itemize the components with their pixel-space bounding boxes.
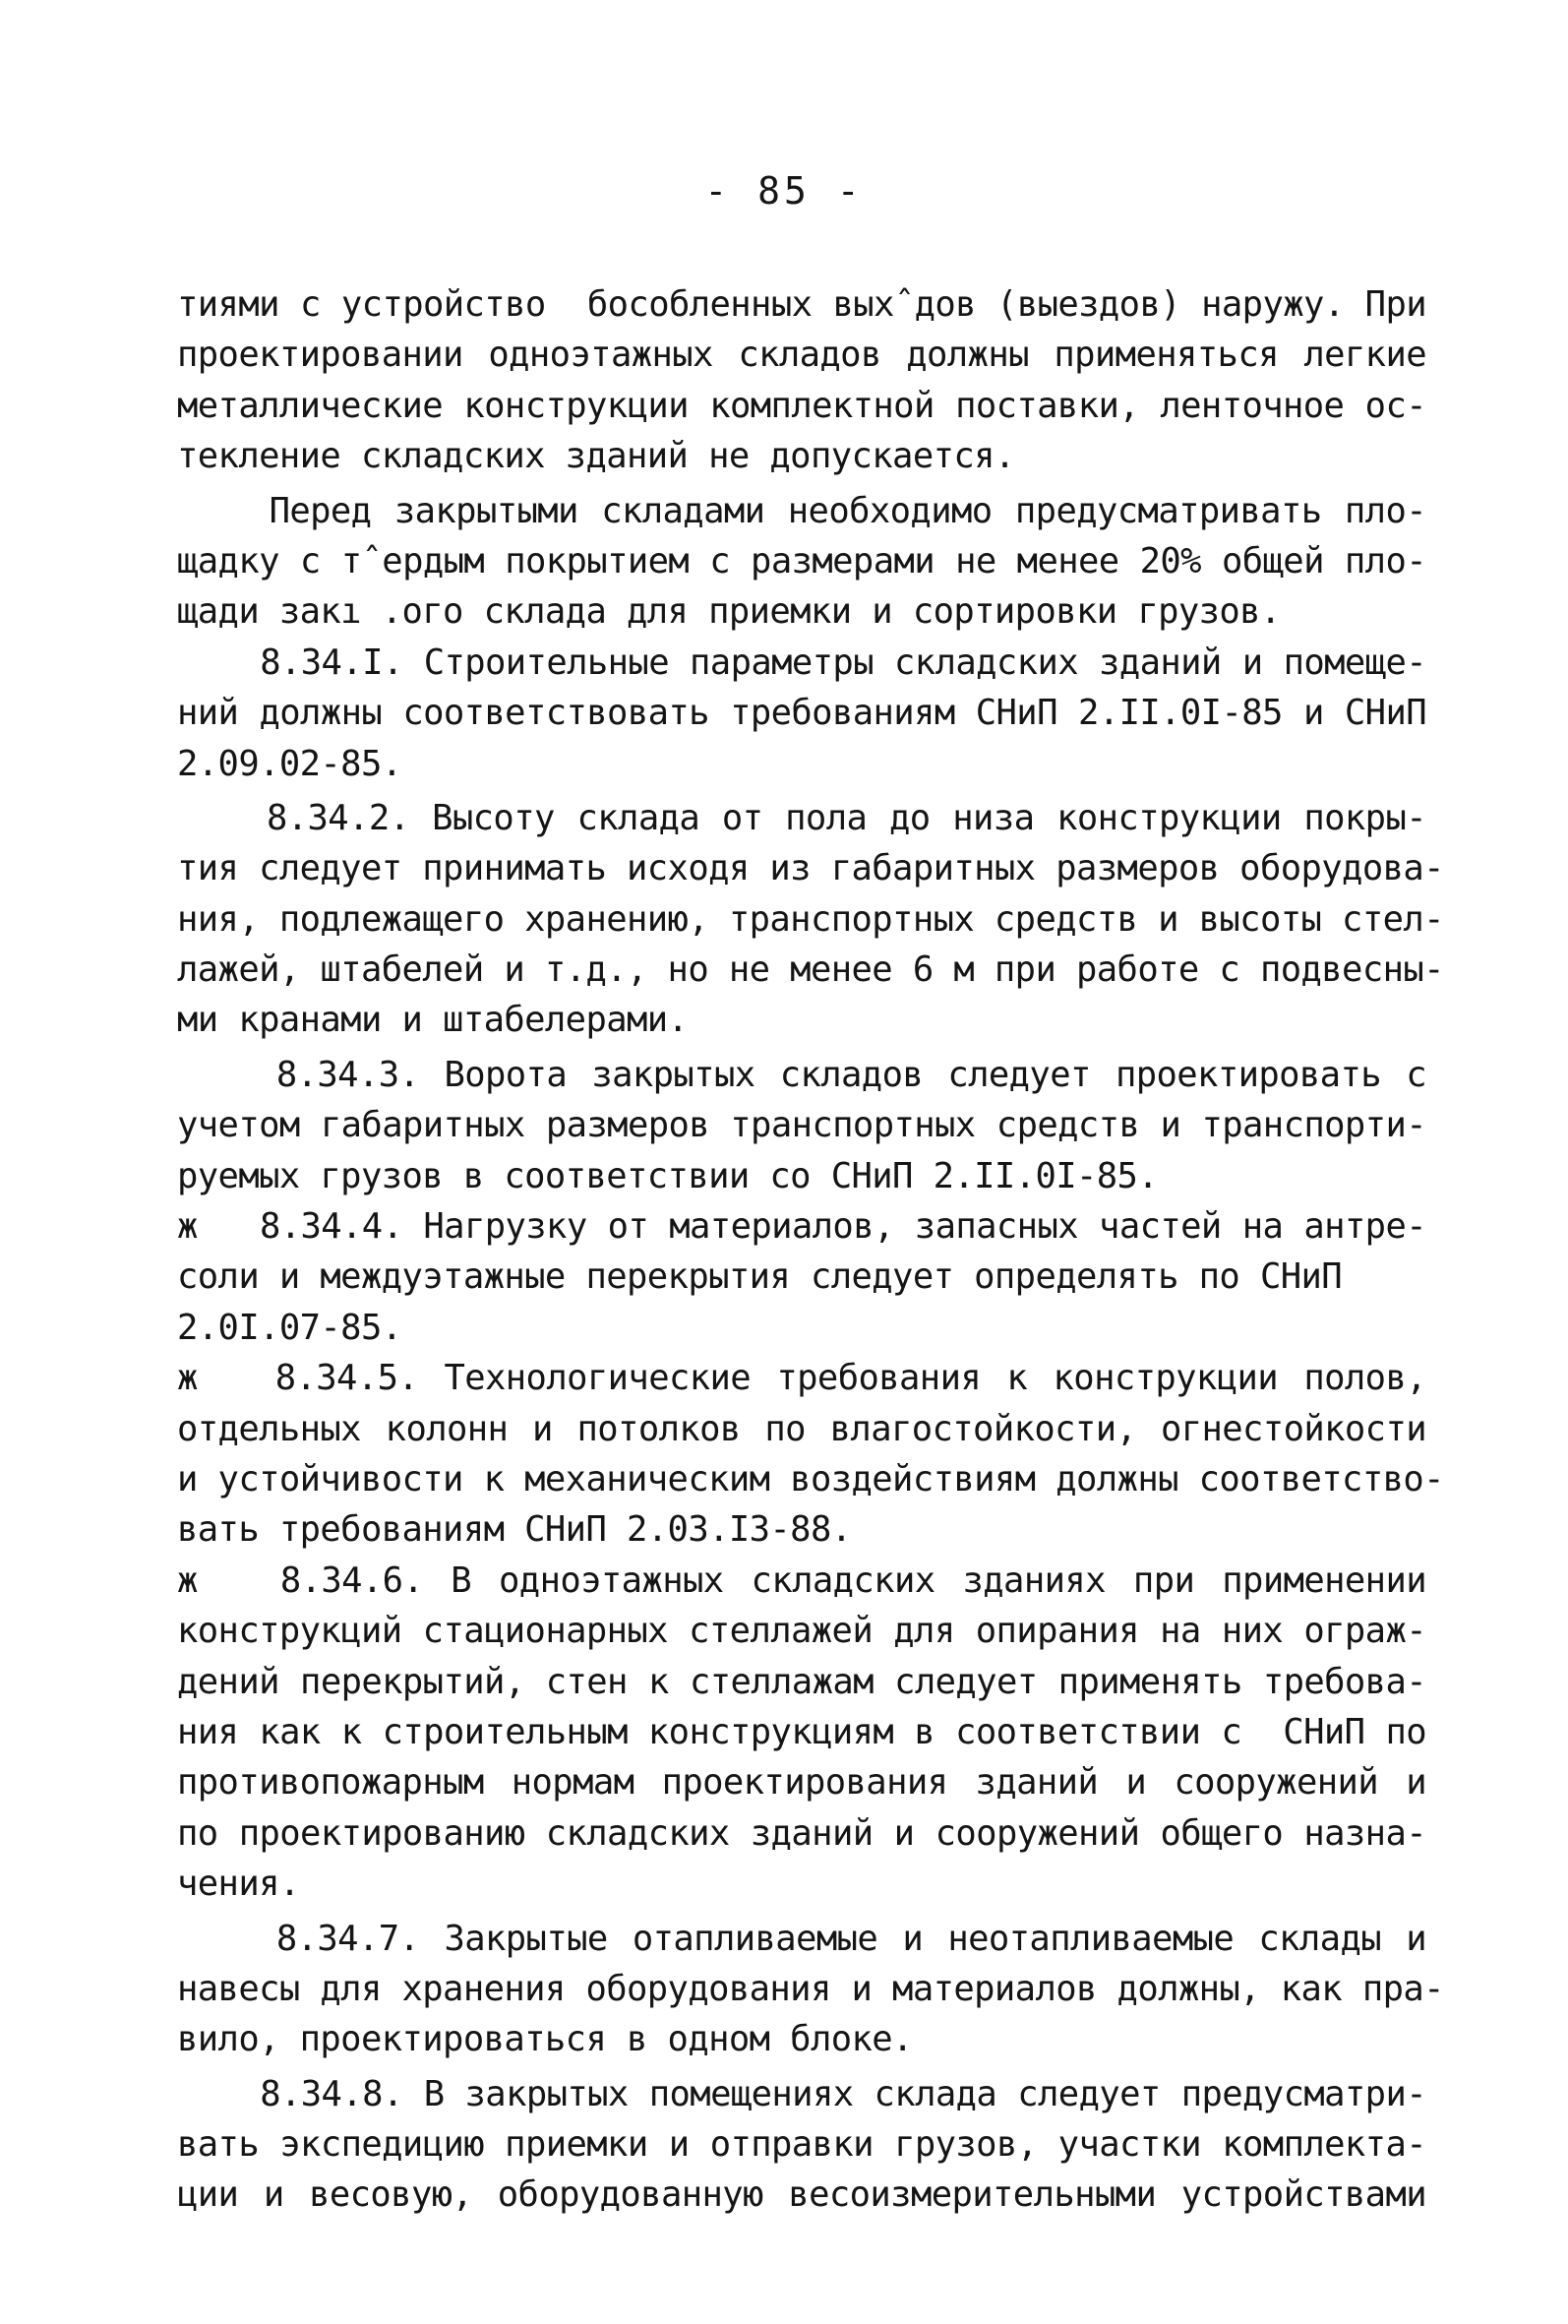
- text-line: щади закı .ого склада для приемки и сортировки грузов.: [177, 591, 1281, 633]
- text-line: ния, подлежащего хранению, транспортных средств и высоты стел-: [177, 898, 1444, 940]
- text-line: дений перекрытий, стен к стеллажам следует применять требова-: [177, 1661, 1426, 1702]
- text-line: ж 8.34.6. В одноэтажных складских зданиях при применении: [177, 1560, 1426, 1601]
- text-line: отдельных колонн и потолков по влагостойкости, огнестойкости: [177, 1408, 1426, 1449]
- text-line: лажей, штабелей и т.д., но не менее 6 м при работе с подвесны-: [177, 949, 1444, 991]
- text-line: 8.34.I. Строительные параметры складских зданий и помеще-: [177, 642, 1426, 683]
- text-line: 8.34.2. Высоту склада от пола до низа конструкции покры-: [177, 797, 1426, 838]
- text-line: 2.09.02-85.: [177, 743, 402, 784]
- text-line: ж 8.34.5. Технологические требования к конструкции полов,: [177, 1358, 1426, 1399]
- text-line: ции и весовую, оборудованную весоизмерительными устройствами: [177, 2174, 1426, 2216]
- text-line: тия следует принимать исходя из габаритных размеров оборудова-: [177, 848, 1444, 889]
- text-line: навесы для хранения оборудования и материалов должны, как пра-: [177, 1968, 1444, 2009]
- text-line: чения.: [177, 1864, 300, 1905]
- text-line: учетом габаритных размеров транспортных средств и транспорти-: [177, 1105, 1426, 1146]
- text-line: 8.34.3. Ворота закрытых складов следует проектировать с: [177, 1054, 1426, 1095]
- text-line: и устойчивости к механическим воздействиям должны соответство-: [177, 1458, 1444, 1499]
- text-line: вать экспедицию приемки и отправки грузов, участки комплекта-: [177, 2124, 1426, 2166]
- text-line: 8.34.8. В закрытых помещениях склада следует предусматри-: [177, 2073, 1426, 2114]
- text-line: по проектированию складских зданий и сооружений общего назна-: [177, 1812, 1426, 1854]
- text-line: вать требованиям СНиП 2.03.I3-88.: [177, 1509, 852, 1551]
- text-line: противопожарным нормам проектирования зданий и сооружений и: [177, 1762, 1426, 1804]
- text-line: щадку с тˆердым покрытием с размерами не менее 20% общей пло-: [177, 540, 1426, 581]
- text-line: ний должны соответствовать требованиям СНиП 2.II.0I-85 и СНиП: [177, 693, 1426, 734]
- text-line: ния как к строительным конструкциям в соответствии с СНиП по: [177, 1711, 1426, 1752]
- text-line: Перед закрытыми складами необходимо предусматривать пло-: [177, 490, 1426, 531]
- text-line: металлические конструкции комплектной поставки, ленточное ос-: [177, 385, 1426, 426]
- text-line: соли и междуэтажные перекрытия следует определять по СНиП: [177, 1256, 1343, 1298]
- page-number: - 85 -: [704, 169, 864, 213]
- text-line: проектировании одноэтажных складов должны применяться легкие: [177, 335, 1426, 376]
- text-line: ми кранами и штабелерами.: [177, 1000, 689, 1041]
- text-line: руемых грузов в соответствии со СНиП 2.II.0I-85.: [177, 1155, 1159, 1196]
- text-line: текление складских зданий не допускается.: [177, 436, 1015, 477]
- text-line: 2.0I.07-85.: [177, 1307, 402, 1348]
- text-line: конструкций стационарных стеллажей для опирания на них ограж-: [177, 1611, 1426, 1652]
- text-line: ж 8.34.4. Нагрузку от материалов, запасных частей на антре-: [177, 1206, 1426, 1248]
- text-line: тиями с устройство бособленных выхˆдов (выездов) наружу. При: [177, 284, 1426, 325]
- text-line: вило, проектироваться в одном блоке.: [177, 2019, 913, 2060]
- text-line: 8.34.7. Закрытые отапливаемые и неотапливаемые склады и: [177, 1918, 1426, 1959]
- document-body: [177, 279, 1444, 2221]
